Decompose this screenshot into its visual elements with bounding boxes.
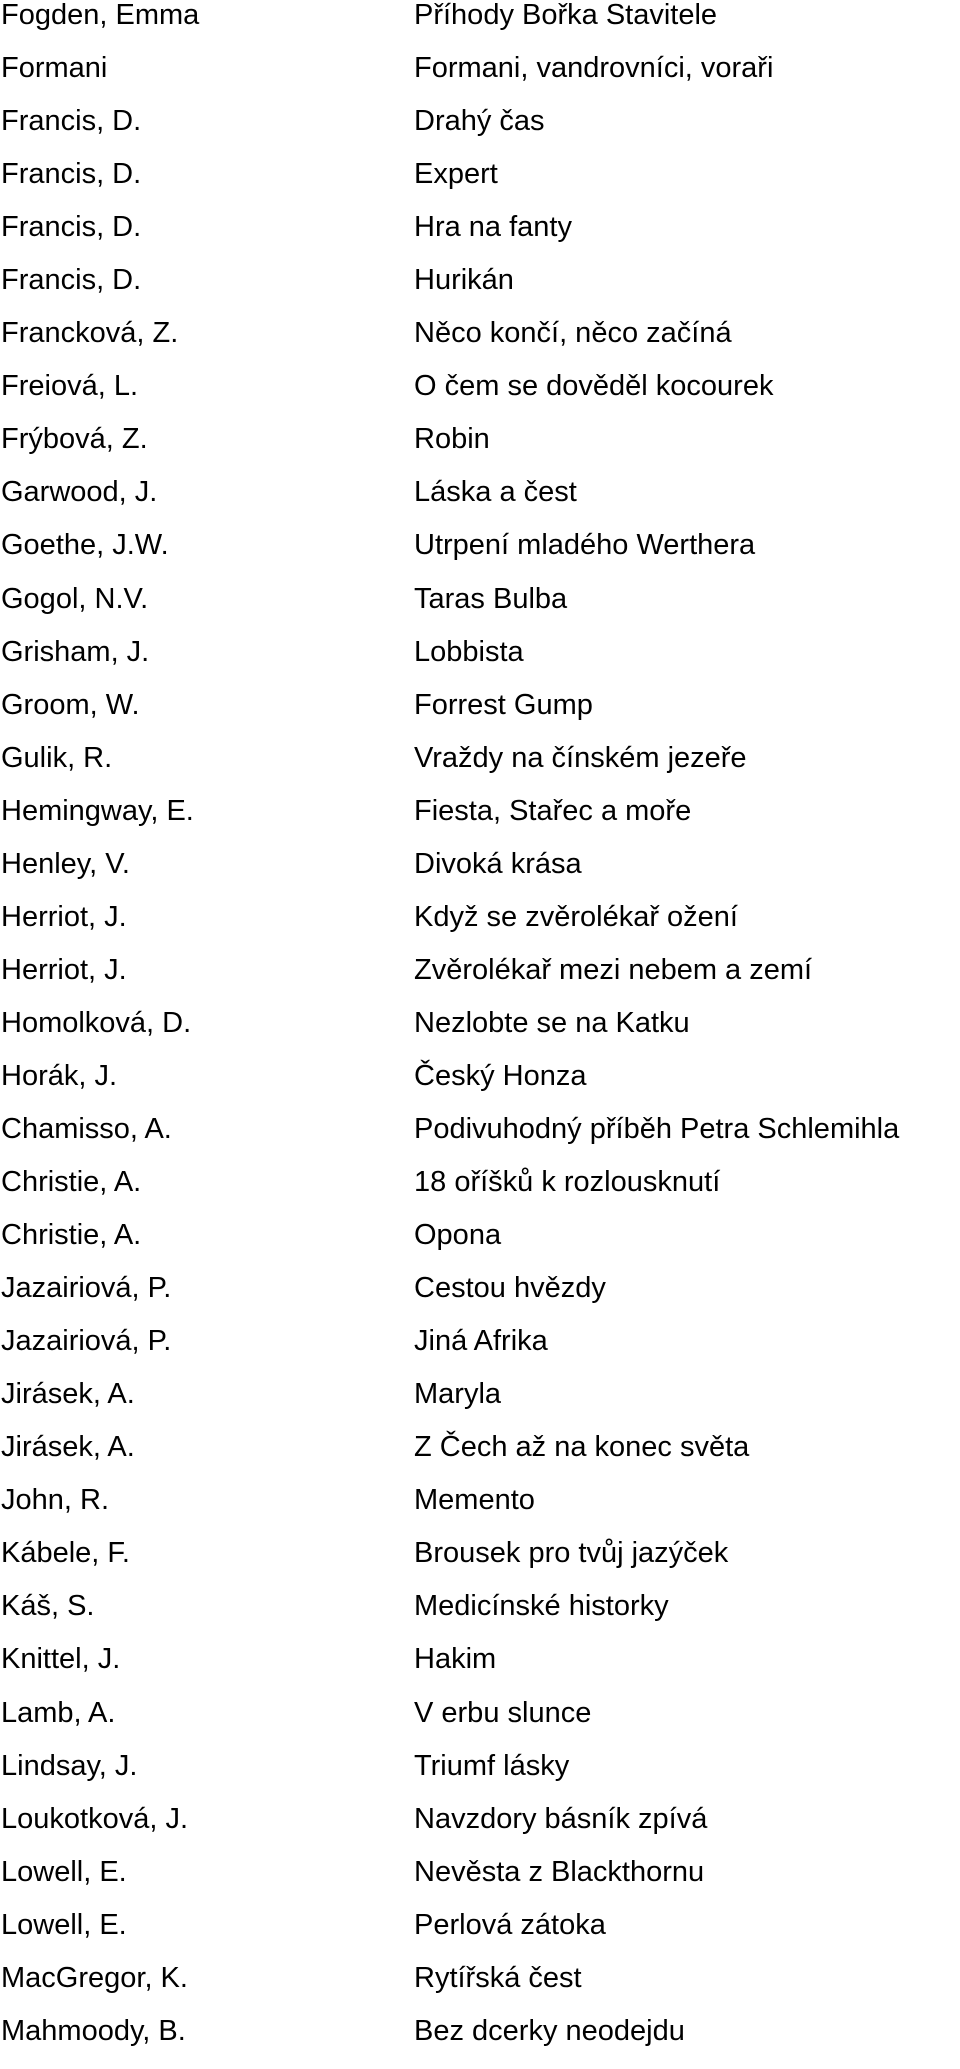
book-author: Jazairiová, P. (1, 1272, 172, 1305)
book-row (0, 1591, 960, 1644)
book-title: Podivuhodný příběh Petra Schlemihla (414, 1112, 900, 1145)
book-author: Jirásek, A. (1, 1431, 135, 1464)
book-row (0, 371, 960, 424)
book-row (0, 955, 960, 1008)
book-title: Hurikán (414, 264, 514, 297)
book-title: Zvěrolékař mezi nebem a zemí (414, 953, 813, 986)
book-author: Christie, A. (1, 1166, 142, 1199)
book-author: Grisham, J. (1, 635, 150, 668)
book-title: Nezlobte se na Katku (414, 1006, 690, 1039)
book-row (0, 318, 960, 371)
book-author: Kábele, F. (1, 1537, 130, 1570)
book-author: Lowell, E. (1, 1908, 127, 1941)
book-row (0, 212, 960, 265)
book-title: Láska a čest (414, 476, 577, 509)
book-author: John, R. (1, 1484, 109, 1517)
book-author: Formani (1, 52, 108, 85)
book-author: Loukotková, J. (1, 1802, 188, 1835)
book-row (0, 1698, 960, 1751)
book-row (0, 1857, 960, 1910)
book-author: Homolková, D. (1, 1006, 192, 1039)
book-row (0, 1114, 960, 1167)
book-author: Káš, S. (1, 1590, 95, 1623)
book-title: Navzdory básník zpívá (414, 1802, 708, 1835)
book-title: Hra na fanty (414, 211, 572, 244)
book-row (0, 1751, 960, 1804)
book-row (0, 690, 960, 743)
book-title: Divoká krása (414, 847, 582, 880)
book-title: Když se zvěrolékař ožení (414, 900, 738, 933)
book-author: Francis, D. (1, 158, 142, 191)
book-author: Lamb, A. (1, 1696, 116, 1729)
book-title: Lobbista (414, 635, 524, 668)
book-author: Francis, D. (1, 105, 142, 138)
book-row (0, 1167, 960, 1220)
book-title: Perlová zátoka (414, 1908, 606, 1941)
book-author: Herriot, J. (1, 900, 127, 933)
book-row (0, 1644, 960, 1697)
book-author: Mahmoody, B. (1, 2014, 186, 2047)
book-author: Gulik, R. (1, 741, 113, 774)
book-author: Herriot, J. (1, 953, 127, 986)
book-author: Groom, W. (1, 688, 140, 721)
book-row (0, 1963, 960, 2016)
book-author: Christie, A. (1, 1219, 142, 1252)
book-author: Knittel, J. (1, 1643, 121, 1676)
book-title: Cestou hvězdy (414, 1272, 606, 1305)
book-row (0, 584, 960, 637)
book-title: Opona (414, 1219, 502, 1252)
book-title: Vraždy na čínském jezeře (414, 741, 747, 774)
book-author: Fogden, Emma (1, 0, 200, 31)
book-row (0, 530, 960, 583)
book-row (0, 1485, 960, 1538)
book-row (0, 1910, 960, 1963)
book-row (0, 106, 960, 159)
book-title: Triumf lásky (414, 1749, 570, 1782)
book-row (0, 159, 960, 212)
book-title: Jiná Afrika (414, 1325, 548, 1358)
book-row (0, 637, 960, 690)
book-author: Horák, J. (1, 1059, 118, 1092)
book-title: O čem se dověděl kocourek (414, 370, 774, 403)
book-title: Forrest Gump (414, 688, 593, 721)
book-title: Drahý čas (414, 105, 545, 138)
book-title: V erbu slunce (414, 1696, 592, 1729)
book-row (0, 902, 960, 955)
book-title: Rytířská čest (414, 1961, 582, 1994)
book-author: MacGregor, K. (1, 1961, 188, 1994)
book-author: Freiová, L. (1, 370, 138, 403)
book-author: Gogol, N.V. (1, 582, 149, 615)
book-title: Memento (414, 1484, 535, 1517)
book-author: Henley, V. (1, 847, 130, 880)
book-title: Brousek pro tvůj jazýček (414, 1537, 729, 1570)
book-author: Chamisso, A. (1, 1112, 172, 1145)
book-row (0, 1432, 960, 1485)
book-title: Bez dcerky neodejdu (414, 2014, 685, 2047)
book-row (0, 1220, 960, 1273)
book-row (0, 265, 960, 318)
book-title: Hakim (414, 1643, 497, 1676)
book-title: Fiesta, Stařec a moře (414, 794, 692, 827)
book-author: Francis, D. (1, 211, 142, 244)
book-title: Taras Bulba (414, 582, 568, 615)
book-title: 18 oříšků k rozlousknutí (414, 1166, 721, 1199)
book-row (0, 1804, 960, 1857)
book-title: Maryla (414, 1378, 502, 1411)
book-row (0, 796, 960, 849)
book-row (0, 1273, 960, 1326)
book-row (0, 1008, 960, 1061)
book-row (0, 849, 960, 902)
book-author: Lindsay, J. (1, 1749, 138, 1782)
book-row (0, 2016, 960, 2069)
book-title: Nevěsta z Blackthornu (414, 1855, 705, 1888)
book-author: Garwood, J. (1, 476, 158, 509)
book-title: Český Honza (414, 1059, 587, 1092)
book-row (0, 0, 960, 53)
book-author: Francis, D. (1, 264, 142, 297)
book-row (0, 1061, 960, 1114)
book-author: Goethe, J.W. (1, 529, 169, 562)
book-author: Hemingway, E. (1, 794, 194, 827)
book-row (0, 424, 960, 477)
book-author: Frýbová, Z. (1, 423, 148, 456)
book-author: Jirásek, A. (1, 1378, 135, 1411)
book-title: Utrpení mladého Werthera (414, 529, 756, 562)
book-row (0, 1326, 960, 1379)
book-title: Příhody Bořka Stavitele (414, 0, 718, 31)
book-author: Francková, Z. (1, 317, 179, 350)
book-title: Expert (414, 158, 498, 191)
book-title: Něco končí, něco začíná (414, 317, 732, 350)
book-title: Formani, vandrovníci, voraři (414, 52, 774, 85)
book-title: Robin (414, 423, 490, 456)
book-row (0, 53, 960, 106)
book-title: Medicínské historky (414, 1590, 669, 1623)
book-author: Jazairiová, P. (1, 1325, 172, 1358)
book-row (0, 743, 960, 796)
book-title: Z Čech až na konec světa (414, 1431, 750, 1464)
book-row (0, 1379, 960, 1432)
book-row (0, 477, 960, 530)
book-author: Lowell, E. (1, 1855, 127, 1888)
book-row (0, 1538, 960, 1591)
